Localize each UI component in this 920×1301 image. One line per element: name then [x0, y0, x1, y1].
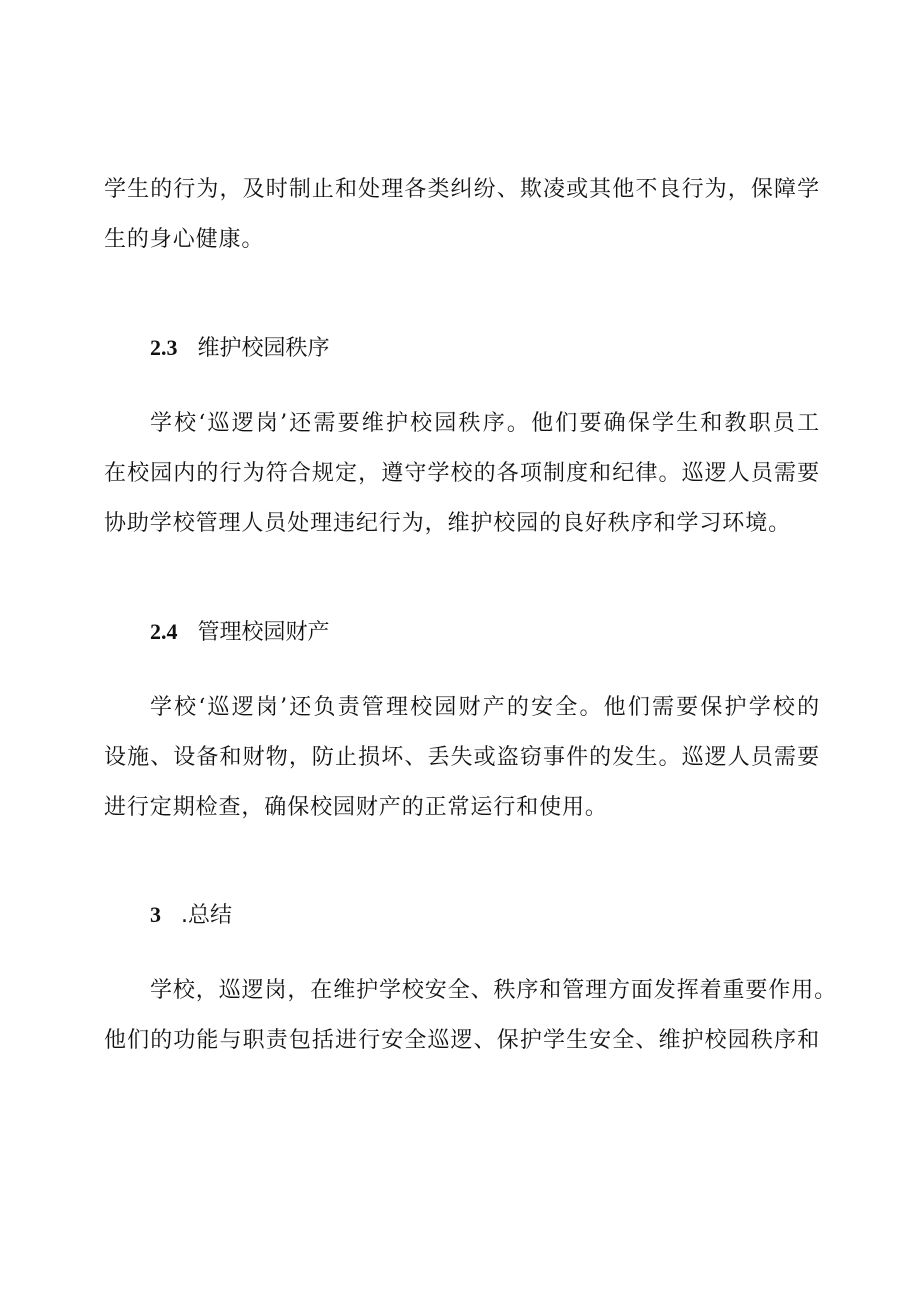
section-heading-2-3	[150, 333, 330, 364]
section-title: .总结	[181, 903, 232, 928]
paragraph-line: 协助学校管理人员处理违纪行为，维护校园的良好秩序和学习环境。	[104, 511, 792, 536]
paragraph-line: 学校‘巡逻岗’还负责管理校园财产的安全。他们需要保护学校的	[150, 695, 820, 720]
section-title: 维护校园秩序	[197, 336, 330, 361]
paragraph-line: 他们的功能与职责包括进行安全巡逻、保护学生安全、维护校园秩序和	[104, 1028, 820, 1053]
section-number: 3	[150, 902, 161, 927]
section-number: 2.3	[150, 335, 178, 360]
paragraph-line: 学生的行为，及时制止和处理各类纠纷、欺凌或其他不良行为，保障学	[104, 177, 820, 202]
section-number: 2.4	[150, 619, 178, 644]
section-title: 管理校园财产	[197, 620, 330, 645]
section-heading-3	[150, 900, 232, 931]
paragraph-line: 进行定期检查，确保校园财产的正常运行和使用。	[104, 795, 608, 820]
paragraph-line: 学校，巡逻岗，在维护学校安全、秩序和管理方面发挥着重要作用。	[150, 978, 838, 1003]
paragraph-line: 学校‘巡逻岗’还需要维护校园秩序。他们要确保学生和教职员工	[150, 411, 820, 436]
paragraph-line: 设施、设备和财物，防止损坏、丢失或盗窃事件的发生。巡逻人员需要	[104, 745, 820, 770]
paragraph-line: 生的身心健康。	[104, 227, 265, 252]
paragraph-line: 在校园内的行为符合规定，遵守学校的各项制度和纪律。巡逻人员需要	[104, 461, 820, 486]
section-heading-2-4	[150, 617, 330, 648]
